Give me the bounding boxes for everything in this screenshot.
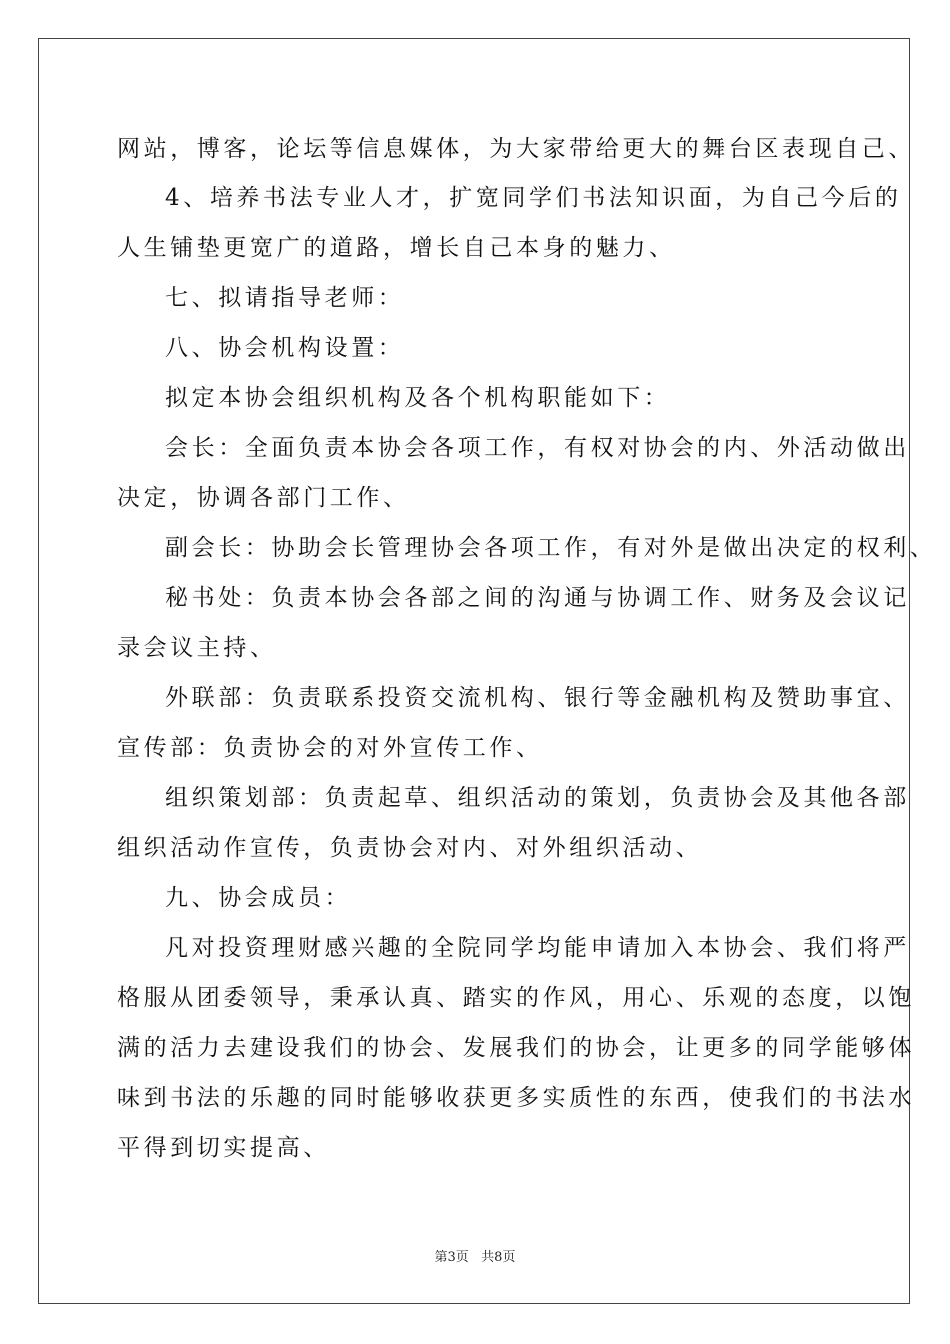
text-line: 会长：全面负责本协会各项工作，有权对协会的内、外活动做出: [165, 435, 910, 461]
page-border: [38, 38, 910, 1304]
text-line: 录会议主持、: [117, 635, 277, 661]
text-line: 4、培养书法专业人才，扩宽同学们书法知识面，为自己今后的: [165, 185, 902, 211]
text-line: 满的活力去建设我们的协会、发展我们的协会，让更多的同学能够体: [117, 1035, 915, 1061]
text-line: 凡对投资理财感兴趣的全院同学均能申请加入本协会、我们将严: [165, 935, 910, 961]
page-number-footer: 第3页 共8页: [434, 1250, 516, 1265]
text-line: 拟定本协会组织机构及各个机构职能如下：: [165, 385, 671, 411]
text-line: 味到书法的乐趣的同时能够收获更多实质性的东西，使我们的书法水: [117, 1085, 915, 1111]
text-line: 网站，博客，论坛等信息媒体，为大家带给更大的舞台区表现自己、: [117, 136, 915, 162]
text-line: 人生铺垫更宽广的道路，增长自己本身的魅力、: [117, 235, 676, 261]
text-line: 秘书处：负责本协会各部之间的沟通与协调工作、财务及会议记: [165, 585, 910, 611]
section-heading: 九、协会成员：: [165, 885, 352, 911]
text-line: 组织活动作宣传，负责协会对内、对外组织活动、: [117, 835, 703, 861]
section-heading: 七、拟请指导老师：: [165, 285, 405, 311]
text-line: 宣传部：负责协会的对外宣传工作、: [117, 735, 543, 761]
text-line: 组织策划部：负责起草、组织活动的策划，负责协会及其他各部: [165, 785, 910, 811]
text-line: 平得到切实提高、: [117, 1135, 330, 1161]
section-heading: 八、协会机构设置：: [165, 335, 405, 361]
text-line: 外联部：负责联系投资交流机构、银行等金融机构及赞助事宜、: [165, 685, 910, 711]
text-line: 决定，协调各部门工作、: [117, 485, 410, 511]
text-line: 副会长：协助会长管理协会各项工作，有对外是做出决定的权利、: [165, 535, 937, 561]
text-line: 格服从团委领导，秉承认真、踏实的作风，用心、乐观的态度，以饱: [117, 985, 915, 1011]
